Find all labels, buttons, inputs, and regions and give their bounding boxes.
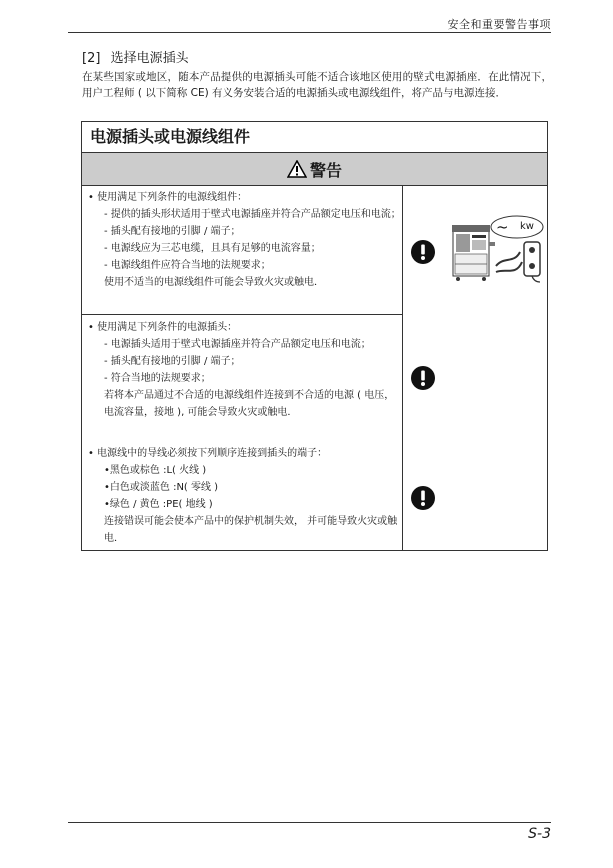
row-1-bullet: • 使用满足下列条件的电源线组件： (88, 192, 248, 203)
box-title: 电源插头或电源线组件 (82, 122, 547, 153)
row-1-vertical-rule (402, 185, 403, 314)
section-title: 选择电源插头 (110, 51, 189, 66)
warning-band (82, 153, 547, 186)
callout-label: kw (520, 221, 534, 232)
warning-box (81, 121, 548, 551)
row-2-item: - 符合当地的法规要求； (104, 373, 211, 384)
row-1-item: - 电源线组件应符合当地的法规要求； (104, 260, 271, 271)
mandatory-action-icon (411, 486, 435, 510)
row-3-text (82, 445, 402, 547)
row-1-note: 使用不适当的电源线组件可能会导致火灾或触电． (104, 277, 324, 288)
row-2-item: - 电源插头适用于壁式电源插座并符合产品额定电压和电流； (104, 339, 371, 350)
row-3-note: 连接错误可能会使本产品中的保护机制失效， 并可能导致火灾或触电． (104, 516, 398, 544)
row-1-text (82, 189, 402, 291)
row-1-item: - 电源线应为三芯电缆，且具有足够的电流容量； (104, 243, 321, 254)
footer-rule (68, 822, 551, 823)
row-3-vertical-rule (402, 434, 403, 551)
mandatory-action-icon (411, 366, 435, 390)
warning-triangle-icon (287, 160, 307, 178)
intro-paragraph: 在某些国家或地区，随本产品提供的电源插头可能不适合该地区使用的壁式电源插座．在此情况下，用户工程师 ( 以下简称 CE) 有义务安装合适的电源插头或电源线组件，将产品与电源连接． (82, 71, 552, 99)
row-1-horizontal-rule (82, 314, 402, 315)
row-1-item: - 提供的插头形状适用于壁式电源插座并符合产品额定电压和电流； (104, 209, 401, 220)
running-header: 安全和重要警告事项 (447, 18, 551, 31)
row-2-item: - 插头配有接地的引脚 / 端子； (104, 356, 241, 367)
row-3-item: •白色或淡蓝色 :N( 零线 ) (104, 482, 219, 493)
header-rule (68, 32, 551, 33)
section-number: [2] (82, 51, 101, 66)
mandatory-action-icon (411, 240, 435, 264)
section-heading (82, 47, 189, 66)
callout-tilde: ~ (496, 218, 509, 236)
row-3-item: •绿色 / 黄色 :PE( 地线 ) (104, 499, 213, 510)
row-2-bullet: • 使用满足下列条件的电源插头： (88, 322, 238, 333)
row-2-note: 若将本产品通过不合适的电源线组件连接到不合适的电源 ( 电压，电流容量，接地 ), 可能会导致火灾或触电． (104, 390, 395, 418)
row-3-bullet: • 电源线中的导线必须按下列顺序连接到插头的端子： (88, 448, 328, 459)
row-1-item: - 插头配有接地的引脚 / 端子； (104, 226, 241, 237)
row-2-vertical-rule (402, 314, 403, 434)
warning-label: 警告 (309, 160, 342, 180)
page-number: S-3 (528, 826, 551, 842)
row-2-text (82, 319, 402, 421)
copier-plug-illustration (450, 216, 544, 286)
row-3-item: •黑色或棕色 :L( 火线 ) (104, 465, 207, 476)
